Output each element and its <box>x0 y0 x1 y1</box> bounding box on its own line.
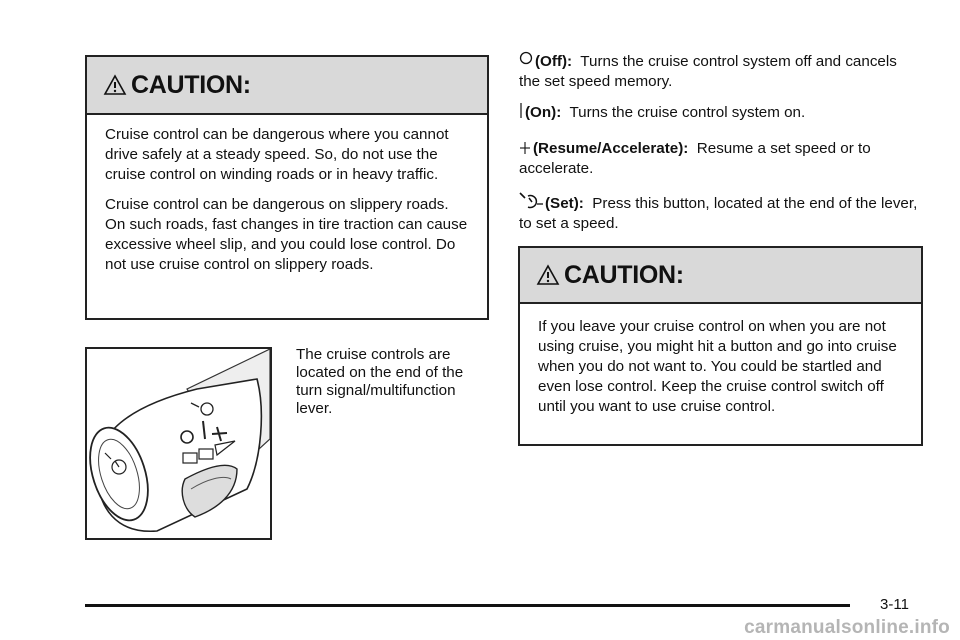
control-set <box>519 192 919 234</box>
control-label: (Off): <box>535 53 573 70</box>
control-on <box>519 103 919 123</box>
caution-paragraph: If you leave your cruise control on when you are not using cruise, you might hit a button and go into cruise when you do not want to. You could be startled and even lose control. Keep the cruise control switch off until you want to use cruise control. <box>538 318 897 415</box>
lever-drawing <box>87 349 270 538</box>
warning-triangle-icon <box>536 264 560 286</box>
control-label: (Set): <box>545 195 584 212</box>
cruise-control-lever-illustration <box>85 347 272 540</box>
caution-header <box>520 248 921 304</box>
footer-divider <box>85 604 850 607</box>
caution-title: CAUTION: <box>131 70 251 99</box>
set-speedometer-icon <box>519 192 545 210</box>
control-off <box>519 50 919 92</box>
control-text: Resume a set speed or to accelerate. <box>519 140 871 177</box>
watermark: carmanualsonline.info <box>744 617 950 638</box>
caution-title: CAUTION: <box>564 260 684 289</box>
control-text: Turns the cruise control system off and cancels the set speed memory. <box>519 53 897 90</box>
caution-box-cruise-danger <box>85 55 489 320</box>
caution-paragraph: Cruise control can be dangerous on slippery roads. On such roads, fast changes in tire traction can cause excessive wheel slip, and you could lose control. Do not use cruise control on slippery roads. <box>105 196 468 273</box>
plus-icon <box>519 141 533 155</box>
control-text: Press this button, located at the end of the lever, to set a speed. <box>519 195 918 232</box>
caution-header <box>87 57 487 115</box>
control-label: (Resume/Accelerate): <box>533 140 689 157</box>
control-label: (On): <box>525 104 562 121</box>
off-circle-icon <box>519 50 535 68</box>
control-text: Turns the cruise control system on. <box>569 104 806 121</box>
caution-paragraph: Cruise control can be dangerous where you cannot drive safely at a steady speed. So, do not use the cruise control on winding roads or in heavy traffic. <box>105 126 449 183</box>
illustration-caption: The cruise controls are located on the end of the turn signal/multifunction lever. <box>296 346 464 417</box>
page-number: 3-11 <box>880 596 909 613</box>
warning-triangle-icon <box>103 74 127 96</box>
caution-box-leave-on <box>518 246 923 446</box>
control-resume <box>519 139 919 179</box>
